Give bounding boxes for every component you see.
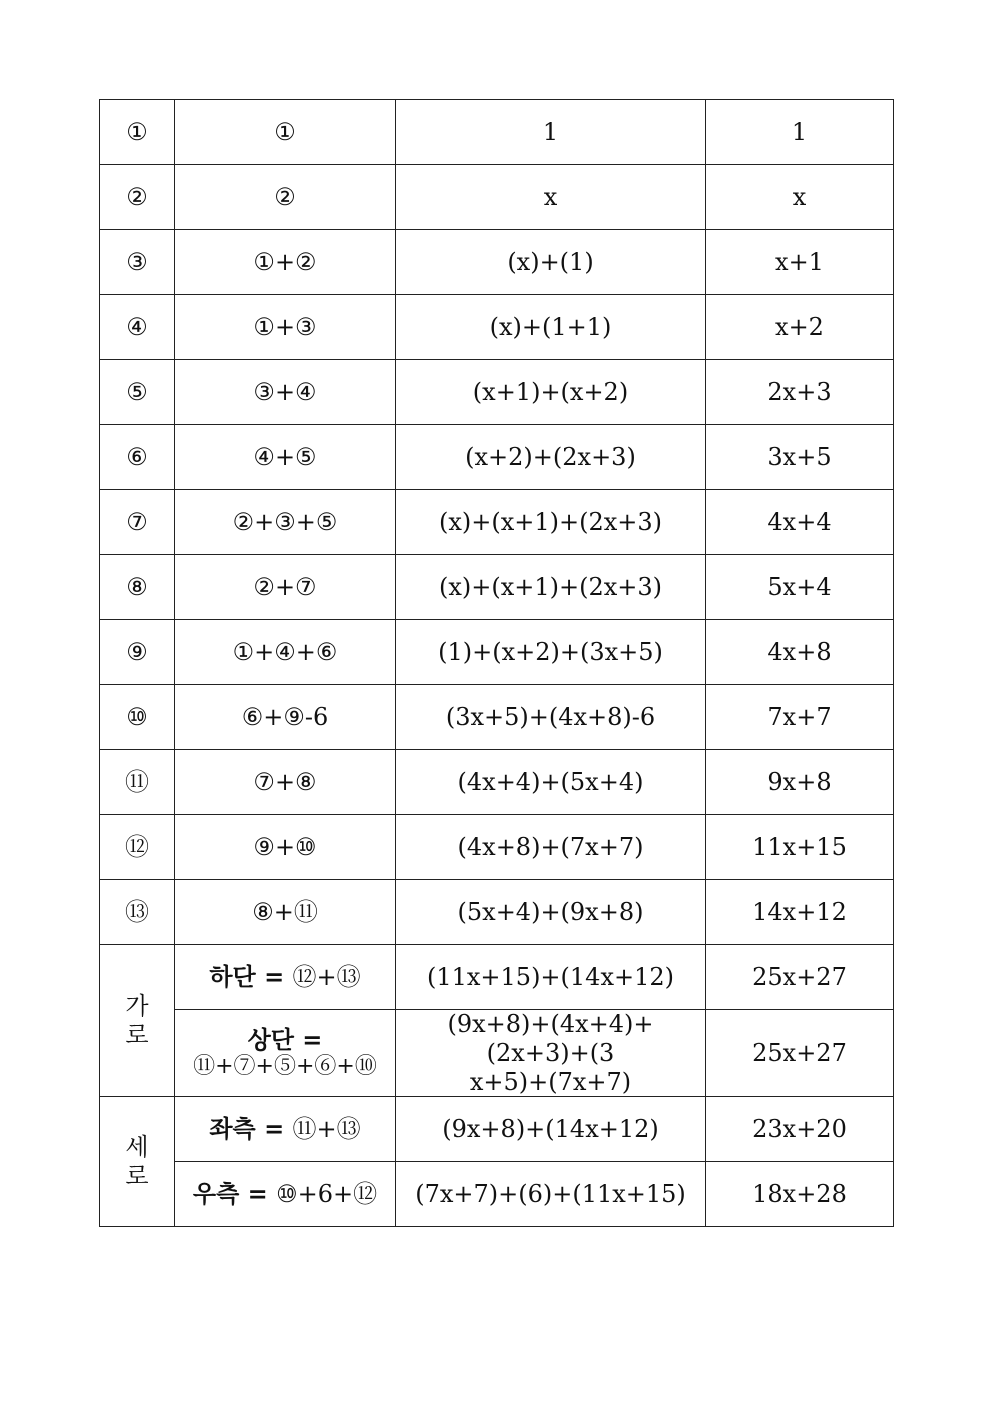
sero-section	[100, 1097, 894, 1227]
cell-formula: ①	[175, 100, 396, 165]
cell-expansion: (1)+(x+2)+(3x+5)	[396, 620, 706, 685]
sero-left-result: 23x+20	[706, 1097, 894, 1162]
garo-top-expansion-line-2: x+5)+(7x+7)	[469, 1067, 632, 1096]
cell-result: 1	[706, 100, 894, 165]
cell-expansion: (x)+(1)	[396, 230, 706, 295]
cell-num: ③	[100, 230, 175, 295]
sero-left-formula-cell	[175, 1097, 396, 1162]
garo-top-formula-cell	[175, 1010, 396, 1097]
cell-expansion: (x+2)+(2x+3)	[396, 425, 706, 490]
cell-num: ①	[100, 100, 175, 165]
cell-formula: ①+④+⑥	[175, 620, 396, 685]
garo-bottom-formula: ⑫+⑬	[292, 962, 361, 991]
garo-top-formula: ⑪+⑦+⑤+⑥+⑩	[193, 1054, 377, 1080]
cell-num: ②	[100, 165, 175, 230]
cell-expansion: (4x+8)+(7x+7)	[396, 815, 706, 880]
table-row	[100, 295, 894, 360]
cell-formula: ⑧+⑪	[175, 880, 396, 945]
garo-bottom-formula-cell	[175, 945, 396, 1010]
garo-label-1: 가	[125, 991, 149, 1020]
cell-formula: ②+⑦	[175, 555, 396, 620]
garo-label-2: 로	[125, 1020, 149, 1049]
cell-result: 14x+12	[706, 880, 894, 945]
garo-section	[100, 945, 894, 1097]
cell-result: 11x+15	[706, 815, 894, 880]
cell-expansion: (4x+4)+(5x+4)	[396, 750, 706, 815]
table-row	[100, 100, 894, 165]
cell-expansion: (x)+(1+1)	[396, 295, 706, 360]
sero-left-expansion: (9x+8)+(14x+12)	[396, 1097, 706, 1162]
cell-num: ⑩	[100, 685, 175, 750]
table-row-garo-bottom	[100, 945, 894, 1010]
cell-formula: ③+④	[175, 360, 396, 425]
cell-num: ⑦	[100, 490, 175, 555]
sero-left-label: 좌측 =	[209, 1114, 293, 1143]
sero-right-label: 우측 =	[192, 1179, 277, 1208]
cell-result: 4x+4	[706, 490, 894, 555]
cell-result: 9x+8	[706, 750, 894, 815]
cell-result: x+1	[706, 230, 894, 295]
cell-formula: ①+②	[175, 230, 396, 295]
table-body	[100, 100, 894, 945]
sero-right-expansion: (7x+7)+(6)+(11x+15)	[396, 1162, 706, 1227]
cell-formula: ②	[175, 165, 396, 230]
cell-result: 3x+5	[706, 425, 894, 490]
table-row-sero-right	[100, 1162, 894, 1227]
sero-group-label	[100, 1097, 175, 1227]
cell-num: ④	[100, 295, 175, 360]
sero-left-formula: ⑪+⑬	[292, 1114, 361, 1143]
table-row	[100, 230, 894, 295]
cell-num: ⑧	[100, 555, 175, 620]
equation-table	[99, 99, 894, 1227]
cell-result: 5x+4	[706, 555, 894, 620]
garo-top-label: 상단 =	[247, 1025, 323, 1054]
garo-bottom-label: 하단 =	[209, 962, 293, 991]
cell-formula: ⑥+⑨-6	[175, 685, 396, 750]
cell-num: ⑤	[100, 360, 175, 425]
cell-result: 2x+3	[706, 360, 894, 425]
cell-num: ⑨	[100, 620, 175, 685]
cell-expansion: (x+1)+(x+2)	[396, 360, 706, 425]
table-row	[100, 880, 894, 945]
table-row	[100, 490, 894, 555]
cell-expansion: (3x+5)+(4x+8)-6	[396, 685, 706, 750]
garo-top-expansion-cell	[396, 1010, 706, 1097]
garo-top-expansion-line-1: (9x+8)+(4x+4)+(2x+3)+(3	[447, 1010, 654, 1067]
table-row	[100, 750, 894, 815]
garo-group-label	[100, 945, 175, 1097]
table-row	[100, 620, 894, 685]
sero-label-1: 세	[125, 1133, 149, 1162]
table-row	[100, 165, 894, 230]
cell-expansion: 1	[396, 100, 706, 165]
cell-formula: ④+⑤	[175, 425, 396, 490]
garo-bottom-result: 25x+27	[706, 945, 894, 1010]
cell-num: ⑬	[100, 880, 175, 945]
cell-num: ⑥	[100, 425, 175, 490]
garo-bottom-expansion: (11x+15)+(14x+12)	[396, 945, 706, 1010]
cell-formula: ⑨+⑩	[175, 815, 396, 880]
cell-expansion: (x)+(x+1)+(2x+3)	[396, 555, 706, 620]
cell-formula: ⑦+⑧	[175, 750, 396, 815]
sero-right-result: 18x+28	[706, 1162, 894, 1227]
cell-expansion: (x)+(x+1)+(2x+3)	[396, 490, 706, 555]
cell-num: ⑫	[100, 815, 175, 880]
sero-label-2: 로	[125, 1161, 149, 1190]
cell-expansion: (5x+4)+(9x+8)	[396, 880, 706, 945]
cell-expansion: x	[396, 165, 706, 230]
sero-right-formula-cell	[175, 1162, 396, 1227]
cell-result: x	[706, 165, 894, 230]
table-row-sero-left	[100, 1097, 894, 1162]
table-row	[100, 685, 894, 750]
table-row	[100, 815, 894, 880]
table-row	[100, 425, 894, 490]
garo-top-result: 25x+27	[706, 1010, 894, 1097]
cell-result: x+2	[706, 295, 894, 360]
sero-right-formula: ⑩+6+⑫	[276, 1179, 378, 1208]
table-row	[100, 555, 894, 620]
table-row-garo-top	[100, 1010, 894, 1097]
cell-result: 7x+7	[706, 685, 894, 750]
cell-formula: ①+③	[175, 295, 396, 360]
cell-result: 4x+8	[706, 620, 894, 685]
cell-num: ⑪	[100, 750, 175, 815]
cell-formula: ②+③+⑤	[175, 490, 396, 555]
table-row	[100, 360, 894, 425]
